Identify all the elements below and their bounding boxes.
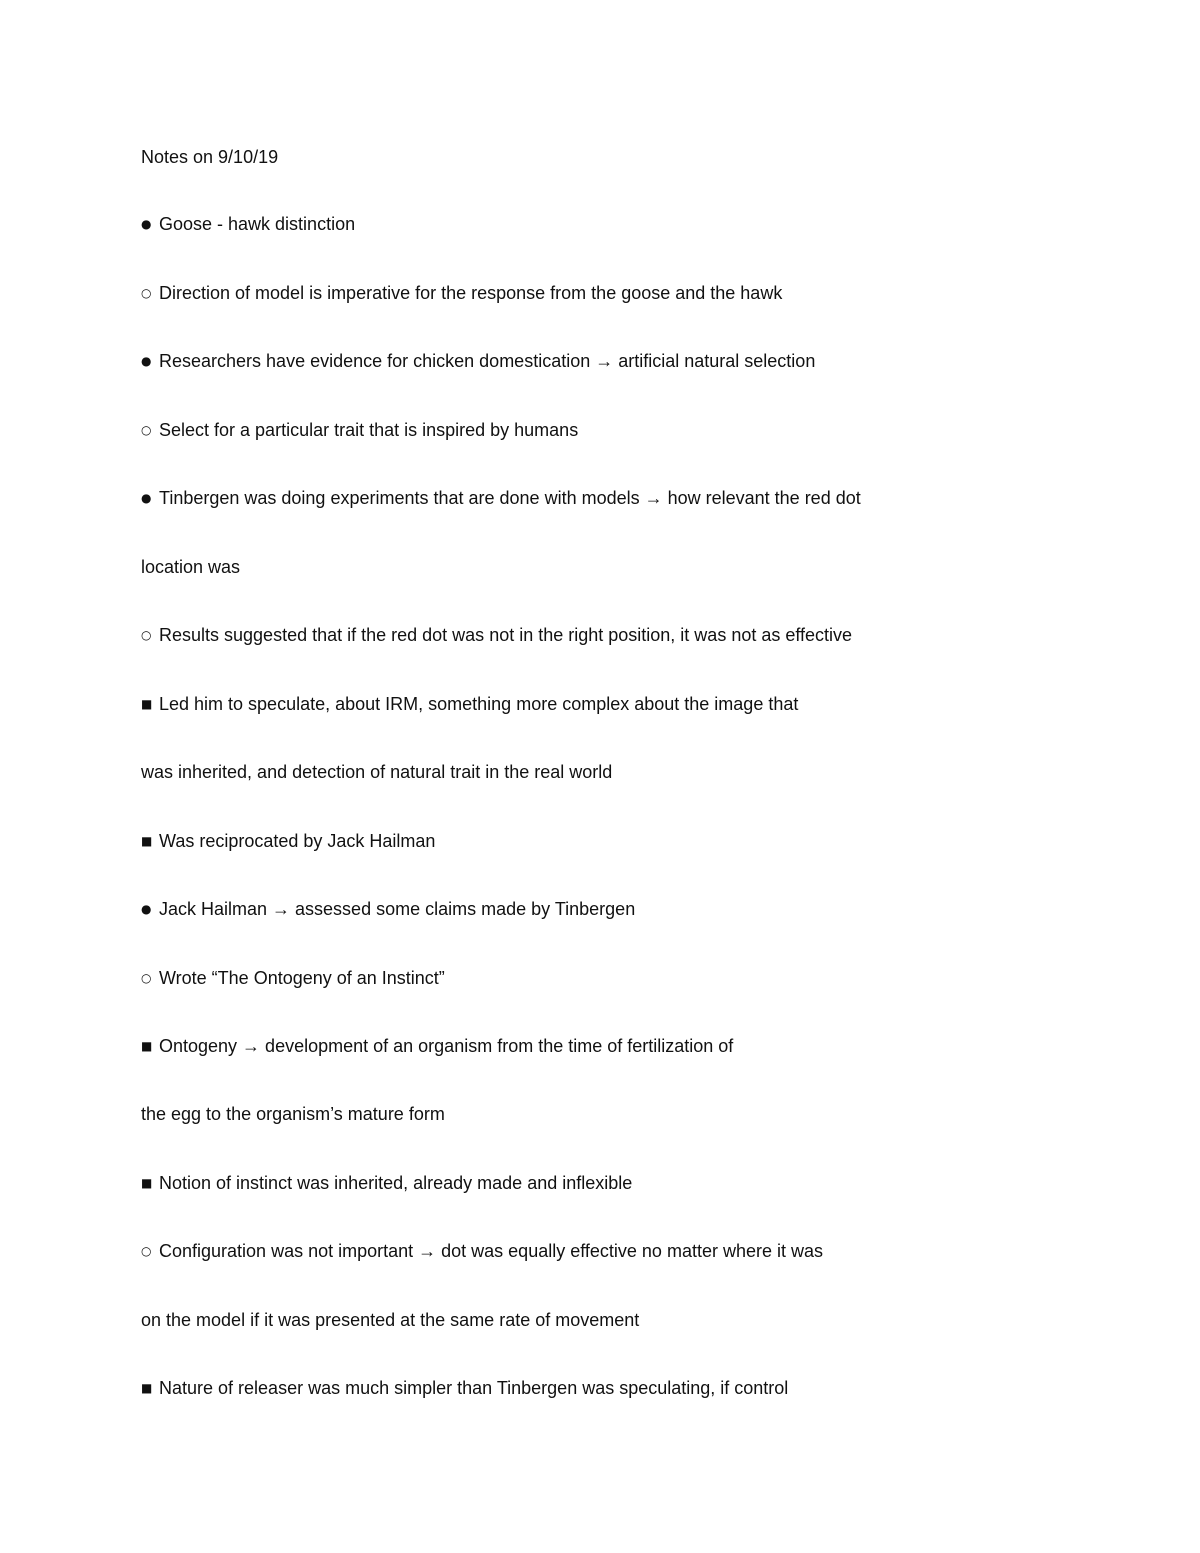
list-item <box>141 1239 823 1263</box>
list-item <box>141 418 578 442</box>
list-item <box>141 1171 632 1195</box>
list-item-text: Direction of model is imperative for the response from the goose and the hawk <box>159 283 783 303</box>
list-item-text: Select for a particular trait that is inspired by humans <box>159 420 579 440</box>
list-item <box>141 1034 733 1058</box>
bullet-filled-circle: ● <box>141 217 152 231</box>
list-item-text: the egg to the organism’s mature form <box>141 1104 445 1124</box>
list-item-text: Configuration was not important → dot was equally effective no matter where it was <box>159 1241 823 1261</box>
list-item <box>141 897 635 921</box>
list-item <box>141 212 355 236</box>
list-item-continuation <box>141 1308 639 1332</box>
list-item <box>141 623 852 647</box>
bullet-filled-circle: ● <box>141 491 152 505</box>
bullet-filled-circle: ● <box>141 354 152 368</box>
list-item-text: Results suggested that if the red dot was not in the right position, it was not as effective <box>159 625 853 645</box>
bullet-hollow-circle: ○ <box>141 971 152 985</box>
list-item-text: Wrote “The Ontogeny of an Instinct” <box>159 968 445 988</box>
list-item <box>141 281 782 305</box>
bullet-hollow-circle: ○ <box>141 628 152 642</box>
list-item-continuation <box>141 760 612 784</box>
document-title: Notes on 9/10/19 <box>141 147 279 167</box>
list-item-continuation <box>141 1102 445 1126</box>
list-item-text: Nature of releaser was much simpler than Tinbergen was speculating, if control <box>159 1378 789 1398</box>
bullet-filled-circle: ● <box>141 902 152 916</box>
list-item <box>141 1376 788 1400</box>
list-item-text: Notion of instinct was inherited, already made and inflexible <box>159 1173 633 1193</box>
bullet-hollow-circle: ○ <box>141 286 152 300</box>
list-item-text: Was reciprocated by Jack Hailman <box>159 831 436 851</box>
list-item <box>141 966 445 990</box>
bullet-square: ■ <box>141 697 153 711</box>
list-item <box>141 692 798 716</box>
list-item <box>141 349 815 373</box>
bullet-square: ■ <box>141 1039 153 1053</box>
list-item <box>141 829 435 853</box>
list-item-text: location was <box>141 557 241 577</box>
list-item-text: Goose - hawk distinction <box>159 214 356 234</box>
bullet-hollow-circle: ○ <box>141 1244 152 1258</box>
list-item-text: Led him to speculate, about IRM, something more complex about the image that <box>159 694 799 714</box>
list-item-continuation <box>141 555 240 579</box>
bullet-square: ■ <box>141 1176 153 1190</box>
list-item-text: on the model if it was presented at the same rate of movement <box>141 1310 640 1330</box>
list-item-text: was inherited, and detection of natural trait in the real world <box>141 762 613 782</box>
list-item-text: Researchers have evidence for chicken domestication → artificial natural selection <box>159 351 816 371</box>
bullet-hollow-circle: ○ <box>141 423 152 437</box>
list-item-text: Tinbergen was doing experiments that are done with models → how relevant the red dot <box>159 488 861 508</box>
bullet-square: ■ <box>141 1381 153 1395</box>
list-item-text: Jack Hailman → assessed some claims made by Tinbergen <box>159 899 636 919</box>
bullet-square: ■ <box>141 834 153 848</box>
list-item-text: Ontogeny → development of an organism from the time of fertilization of <box>159 1036 734 1056</box>
list-item <box>141 486 861 510</box>
